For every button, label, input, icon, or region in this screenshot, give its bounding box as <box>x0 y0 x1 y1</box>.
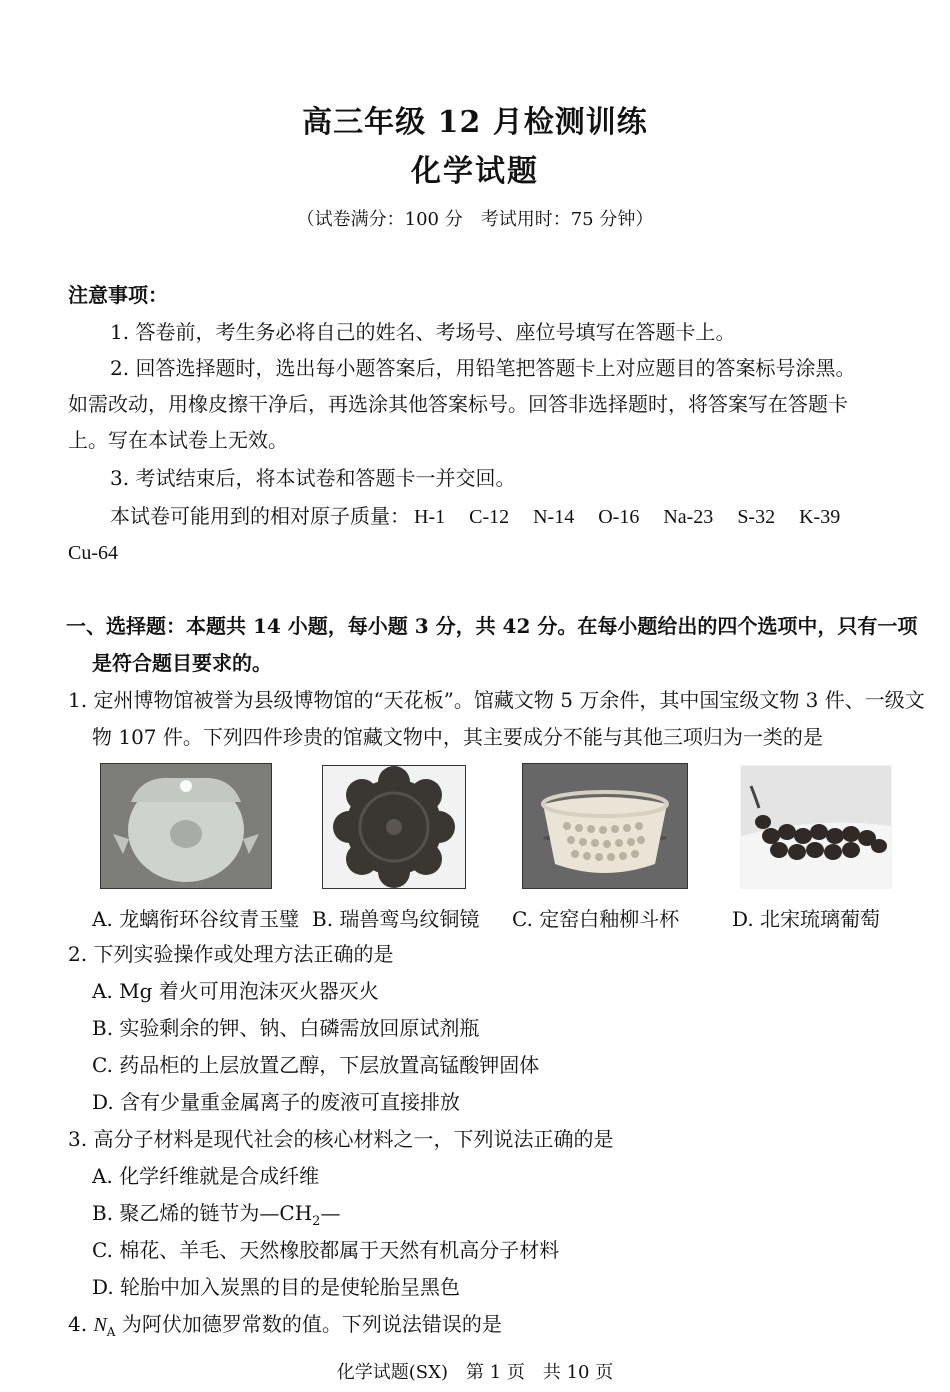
question-1-option-d: D. 北宋琉璃葡萄 <box>732 907 881 931</box>
question-3-option-b-text: B. 聚乙烯的链节为—CH <box>92 1201 313 1225</box>
question-4-stem <box>68 1312 502 1344</box>
exam-info: （试卷满分：100 分 考试用时：75 分钟） <box>296 209 654 230</box>
question-3-option-d: D. 轮胎中加入炭黑的目的是使轮胎呈黑色 <box>92 1275 461 1299</box>
porcelain-cup-image <box>522 763 688 889</box>
atomic-mass-s: S-32 <box>737 506 776 528</box>
question-3-option-a: A. 化学纤维就是合成纤维 <box>92 1164 320 1188</box>
page-footer: 化学试题(SX) 第 1 页 共 10 页 <box>336 1362 614 1383</box>
question-2-option-d: D. 含有少量重金属离子的废液可直接排放 <box>92 1090 461 1114</box>
atomic-mass-c: C-12 <box>469 506 510 528</box>
bronze-mirror-image <box>322 765 466 889</box>
question-1-option-b: B. 瑞兽鸾鸟纹铜镜 <box>312 907 480 931</box>
section-1-heading-line-2: 是符合题目要求的。 <box>92 651 272 675</box>
question-1-option-c: C. 定窑白釉柳斗杯 <box>512 907 680 931</box>
glass-grapes-image <box>740 765 892 889</box>
atomic-mass-line <box>110 504 840 529</box>
question-2-option-c: C. 药品柜的上层放置乙醇，下层放置高锰酸钾固体 <box>92 1053 540 1077</box>
question-1-stem-line-2: 物 107 件。下列四件珍贵的馆藏文物中，其主要成分不能与其他三项归为一类的是 <box>92 725 823 749</box>
atomic-mass-h: H-1 <box>414 506 446 528</box>
notice-item-3: 3. 考试结束后，将本试卷和答题卡一并交回。 <box>110 466 516 490</box>
question-3-stem: 3. 高分子材料是现代社会的核心材料之一，下列说法正确的是 <box>68 1127 614 1151</box>
avogadro-symbol: N <box>93 1314 107 1336</box>
atomic-mass-cu: Cu-64 <box>68 542 118 564</box>
atomic-mass-k: K-39 <box>799 506 841 528</box>
notice-item-2-line-3: 上。写在本试卷上无效。 <box>68 428 288 452</box>
jade-bi-disc-image <box>100 763 272 889</box>
question-2-option-b: B. 实验剩余的钾、钠、白磷需放回原试剂瓶 <box>92 1016 480 1040</box>
notice-item-1: 1. 答卷前，考生务必将自己的姓名、考场号、座位号填写在答题卡上。 <box>110 320 736 344</box>
question-4-text: 为阿伏加德罗常数的值。下列说法错误的是 <box>115 1312 502 1336</box>
question-3-option-c: C. 棉花、羊毛、天然橡胶都属于天然有机高分子材料 <box>92 1238 560 1262</box>
subject-title: 化学试题 <box>411 154 539 189</box>
notice-item-2-line-1: 2. 回答选择题时，选出每小题答案后，用铅笔把答题卡上对应题目的答案标号涂黑。 <box>110 356 856 380</box>
question-3-option-b-subscript: 2 <box>312 1214 321 1229</box>
question-2-option-a: A. Mg 着火可用泡沫灭火器灭火 <box>92 979 379 1003</box>
atomic-mass-n: N-14 <box>533 506 575 528</box>
question-4-number: 4. <box>68 1312 88 1336</box>
atomic-mass-o: O-16 <box>598 506 640 528</box>
question-3-option-b <box>92 1201 340 1234</box>
notice-item-2-line-2: 如需改动，用橡皮擦干净后，再选涂其他答案标号。回答非选择题时，将答案写在答题卡 <box>68 392 848 416</box>
question-1-stem-line-1: 1. 定州博物馆被誉为县级博物馆的“天花板”。馆藏文物 5 万余件，其中国宝级文物 3 件、一级文 <box>68 688 925 712</box>
avogadro-subscript: A <box>106 1325 116 1339</box>
exam-title: 高三年级 12 月检测训练 <box>302 105 648 140</box>
section-1-heading-line-1: 一、选择题：本题共 14 小题，每小题 3 分，共 42 分。在每小题给出的四个选项中，只有一项 <box>66 614 918 638</box>
question-1-option-a: A. 龙螭衔环谷纹青玉璧 <box>92 907 300 931</box>
question-2-stem: 2. 下列实验操作或处理方法正确的是 <box>68 942 394 966</box>
question-3-option-b-suffix: — <box>320 1201 341 1225</box>
atomic-mass-na: Na-23 <box>663 506 714 528</box>
notice-heading: 注意事项： <box>68 283 168 307</box>
atomic-mass-label: 本试卷可能用到的相对原子质量： <box>110 504 410 528</box>
